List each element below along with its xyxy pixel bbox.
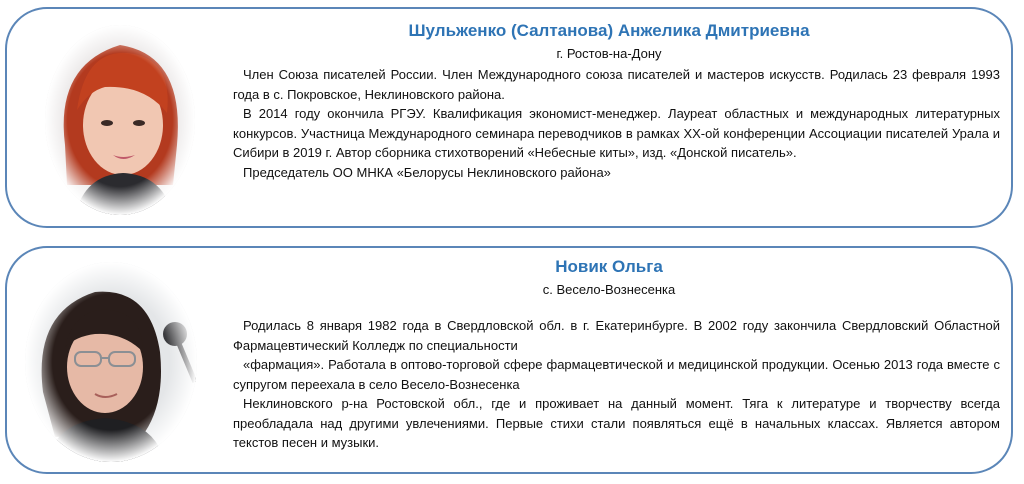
profile-city: с. Весело-Вознесенка [542,282,676,297]
profile-name: Шульженко (Салтанова) Анжелика Дмитриевна [408,21,810,40]
bio-paragraph: В 2014 году окончила РГЭУ. Квалификация экономист-менеджер. Лауреат областных и международных литературных конкурсов. Участница Международного семинара переводчиков в рамках XX-ой конференции Ассоциации писателей Урала и Сибири в 2019 г. Автор сборника стихотворений «Небесные киты», изд. «Донской писатель». [233,106,1000,160]
profile-name: Новик Ольга [555,257,663,276]
bio-paragraph: «фармация». Работала в оптово-торговой сфере фармацевтической и медицинской продукции. Осенью 2013 года вместе с супругом переехала в село Весело-Вознесенка [233,357,1000,392]
bio-paragraph: Председатель ОО МНКА «Белорусы Неклиновского района» [243,164,611,180]
bio-paragraph: Член Союза писателей России. Член Международного союза писателей и мастеров искусств. Родилась 23 февраля 1993 года в с. Покровское, Неклиновского района. [233,67,1000,102]
bio-paragraph: Родилась 8 января 1982 года в Свердловской обл. в г. Екатеринбурге. В 2002 году закончила Свердловский Областной Фармацевтический Колледж по специальности [233,318,1000,353]
portrait-photo-shulzhenko [45,25,195,215]
profile-card-novik [5,246,1013,474]
bio-paragraph: Неклиновского р-на Ростовской обл., где и проживает на данный момент. Тяга к литературе и творчеству всегда преобладала над другими увлечениями. Первые стихи стали появляться ещё в начальных классах. Является автором текстов песен и музыки. [233,396,1000,450]
profile-city: г. Ростов-на-Дону [556,46,662,61]
profile-card-shulzhenko [5,7,1013,228]
profile-bio [233,316,1000,453]
portrait-photo-novik [25,262,197,462]
profile-bio [233,65,1000,182]
